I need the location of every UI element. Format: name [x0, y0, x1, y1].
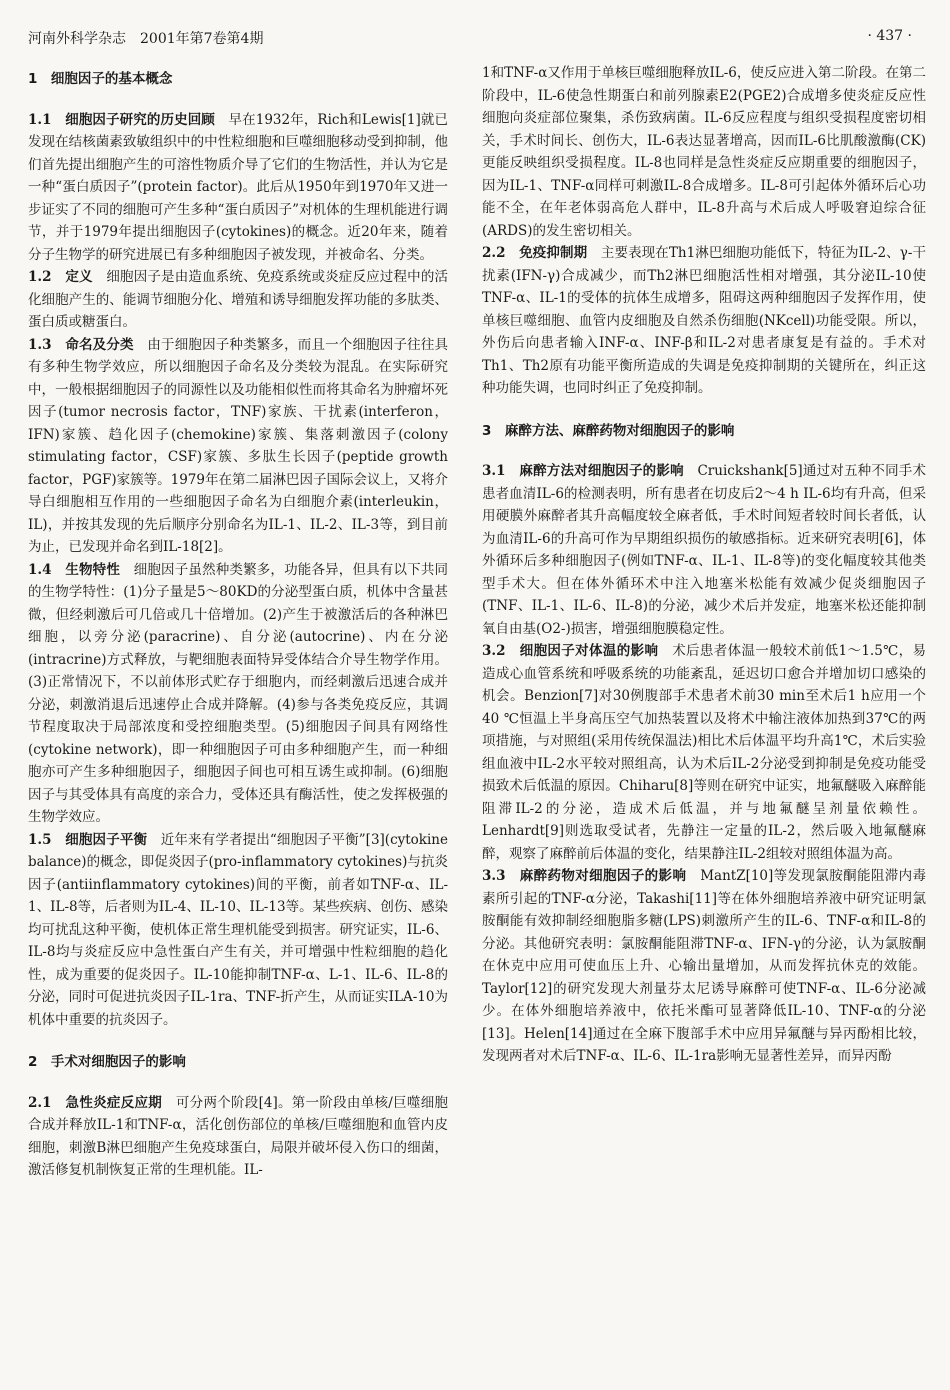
body-paragraph	[482, 865, 926, 1068]
paragraph-text: 主要表现在Th1淋巴细胞功能低下，特征为IL-2、γ-干扰素(IFN-γ)合成减少，而Th2淋巴细胞活性相对增强，其分泌IL-10使TNF-α、IL-1的受体的抗体生成增多，阻碍这两种细胞因子发挥作用，使单核巨噬细胞、血管内皮细胞及自然杀伤细胞(NKcell)功能受限。所以，外伤后向患者输入INF-α、INF-β和IL-2对患者康复是有益的。手术对Th1、Th2原有功能平衡所造成的失调是免疫抑制期的关键所在，纠正这种功能失调，也同时纠正了免疫抑制。	[482, 245, 926, 396]
subsection-heading: 1.3 命名及分类	[28, 336, 134, 353]
body-paragraph	[482, 460, 926, 640]
section-heading: 2 手术对细胞因子的影响	[28, 1054, 186, 1070]
body-paragraph	[28, 266, 448, 334]
journal-issue-header: 河南外科学杂志 2001年第7卷第4期	[28, 31, 264, 47]
paragraph-text: 术后患者体温一般较术前低1～1.5℃，易造成心血管系统和呼吸系统的功能紊乱，延迟切口愈合并增加切口感染的机会。Benzion[7]对30例腹部手术患者术前30 min至术后1 h应用一个40 ℃恒温上半身高压空气加热装置以及将术中输注液体加热到37℃的两项措施，与对照组(采用传统保温法)相比术后体温平均升高1℃，术后实验组血液中IL-2水平较对照组高，认为术后IL-2分泌受到抑制是免疫功能受损致术后低温的原因。Chiharu[8]等则在研究中证实，地氟醚吸入麻醉能阻滞IL-2的分泌，造成术后低温，并与地氟醚呈剂量依赖性。Lenhardt[9]则选取受试者，先静注一定量的IL-2，然后吸入地氟醚麻醉，观察了麻醉前后体温的变化，结果静注IL-2组较对照组体温为高。	[482, 643, 926, 862]
subsection-heading: 3.3 麻醉药物对细胞因子的影响	[482, 868, 687, 884]
body-paragraph	[28, 829, 448, 1032]
subsection-heading: 1.5 细胞因子平衡	[28, 831, 148, 848]
subsection-heading: 1.2 定义	[28, 269, 93, 285]
paragraph-text: 近年来有学者提出“细胞因子平衡”[3](cytokine balance)的概念，即促炎因子(pro-inflammatory cytokines)与抗炎因子(antiinflammatory cytokines)间的平衡，前者如TNF-α、IL-1、IL-8等，后者则为IL-4、IL-10、IL-13等。某些疾病、创伤、感染均可扰乱这种平衡，使机体正常生理机能受到损害。研究证实，IL-6、IL-8均与炎症反应中急性蛋白产生有关，并可增强中性粒细胞的趋化性，成为重要的促炎因子。IL-10能抑制TNF-α、L-1、IL-6、IL-8的分泌，同时可促进抗炎因子IL-1ra、TNF-折产生，从而证实ILA-10为机体中重要的抗炎因子。	[28, 831, 448, 1028]
body-paragraph	[28, 334, 448, 559]
body-paragraph	[482, 640, 926, 865]
body-paragraph	[28, 109, 448, 267]
subsection-heading: 1.1 细胞因子研究的历史回顾	[28, 111, 215, 128]
subsection-heading: 2.1 急性炎症反应期	[28, 1094, 163, 1111]
body-paragraph	[482, 242, 926, 400]
left-text-column	[28, 62, 448, 1182]
paragraph-text: Cruickshank[5]通过对五种不同手术患者血清IL-6的检测表明，所有患者在切皮后2～4 h IL-6均有升高，但采用硬膜外麻醉者其升高幅度较全麻者低，手术时间短者较时间长者低，认为血清IL-6的升高可作为早期组织损伤的敏感指标。近来研究表明[6]，体外循环后多种细胞因子(例如TNF-α、IL-1、IL-8等)的变化幅度较其他类型手术大。但在体外循环术中注入地塞米松能有效减少促炎细胞因子(TNF、IL-1、IL-6、IL-8)的分泌，减少术后并发症，地塞米松还能抑制氧自由基(O2-)损害，增强细胞膜稳定性。	[482, 463, 926, 637]
section-heading: 3 麻醉方法、麻醉药物对细胞因子的影响	[482, 422, 735, 439]
paragraph-text: MantZ[10]等发现氯胺酮能阻滞内毒素所引起的TNF-α分泌，Takashi[11]等在体外细胞培养液中研究证明氯胺酮能有效抑制经细胞脂多糖(LPS)刺激所产生的IL-6、TNF-α和IL-8的分泌。其他研究表明：氯胺酮能阻滞TNF-α、IFN-γ的分泌，认为氯胺酮在休克中应用可使血压上升、心输出量增加，从而发挥抗休克的效能。Taylor[12]的研究发现大剂量芬太尼诱导麻醉可使TNF-α、IL-6分泌减少。在体外细胞培养液中，依托米酯可显著降低IL-10、TNF-α的分泌[13]。Helen[14]通过在全麻下腹部手术中应用异氟醚与异丙酚相比较，发现两者对术后TNF-α、IL-6、IL-1ra影响无显著性差异，而异丙酚	[482, 868, 926, 1064]
paragraph-text: 由于细胞因子种类繁多，而且一个细胞因子往往具有多种生物学效应，所以细胞因子命名及分类较为混乱。在实际研究中，一般根据细胞因子的同源性以及功能相似性而将其命名为肿瘤坏死因子(tumor necrosis factor，TNF)家族、干扰素(interferon，IFN)家簇、趋化因子(chemokine)家簇、集落刺激因子(colony stimulating factor，CSF)家簇、多肽生长因子(peptide growth factor，PGF)家簇等。1979年在第二届淋巴因子国际会议上，又将介导白细胞相互作用的一些细胞因子命名为白细胞介素(interleukin，IL)，并按其发现的先后顺序分别命名为IL-1、IL-2、IL-3等，到目前为止，已发现并命名到IL-18[2]。	[28, 336, 448, 555]
body-paragraph	[28, 559, 448, 829]
paragraph-text: 早在1932年，Rich和Lewis[1]就已发现在结核菌素致敏组织中的中性粒细胞和巨噬细胞移动受到抑制，他们首先提出细胞产生的可溶性物质介导了它们的生物活性，并认为它是一种“蛋白质因子”(protein factor)。此后从1950年到1970年又进一步证实了不同的细胞可产生多种“蛋白质因子”对机体的生理机能进行调节，并于1979年提出细胞因子(cytokines)的概念。近20年来，随着分子生物学的研究进展已有多种细胞因子被发现，并被命名、分类。	[28, 111, 448, 263]
paragraph-text: 1和TNF-α又作用于单核巨噬细胞释放IL-6，使反应进入第二阶段。在第二阶段中，IL-6使急性期蛋白和前列腺素E2(PGE2)合成增多使炎症反应性细胞向炎症部位聚集，杀伤致病菌。IL-6反应程度与组织受损程度密切相关，手术时间长、创伤大，IL-6表达显著增高，因而IL-6比肌酸激酶(CK)更能反映组织受损程度。IL-8也同样是急性炎症反应期重要的细胞因子，因为IL-1、TNF-α同样可刺激IL-8合成增多。IL-8可引起体外循环后心功能不全，在年老体弱高危人群中，IL-8升高与术后成人呼吸窘迫综合征(ARDS)的发生密切相关。	[482, 65, 926, 239]
body-paragraph	[28, 1092, 448, 1182]
paragraph-text: 细胞因子是由造血系统、免疫系统或炎症反应过程中的活化细胞产生的、能调节细胞分化、增殖和诱导细胞发挥功能的多肽类、蛋白质或糖蛋白。	[28, 269, 448, 330]
section-gap	[482, 400, 926, 414]
page-number: · 437 ·	[867, 28, 912, 44]
subsection-heading: 3.2 细胞因子对体温的影响	[482, 643, 659, 659]
paragraph-text: 可分两个阶段[4]。第一阶段由单核/巨噬细胞合成并释放IL-1和TNF-α，活化创伤部位的单核/巨噬细胞和血管内皮细胞，刺激B淋巴细胞产生免疫球蛋白，局限并破坏侵入伤口的细菌，激活修复机制恢复正常的生理机能。IL-	[28, 1094, 448, 1178]
right-text-column	[482, 62, 926, 1068]
running-head	[0, 28, 950, 50]
subsection-heading: 2.2 免疫抑制期	[482, 245, 588, 261]
paragraph-text: 细胞因子虽然种类繁多，功能各异，但具有以下共同的生物学特性：(1)分子量是5～80KD的分泌型蛋白质，机体中含量甚微，但经刺激后可几倍或几十倍增加。(2)产生于被激活后的各种淋巴细胞，以旁分泌(paracrine)、自分泌(autocrine)、内在分泌(intracrine)方式释放，与靶细胞表面特异受体结合介导生物学作用。(3)正常情况下，不以前体形式贮存于细胞内，而经刺激后迅速合成并分泌，刺激消退后迅速停止合成并降解。(4)参与各类免疫反应，其调节程度取决于局部浓度和受控细胞类型。(5)细胞因子间具有网络性(cytokine network)，即一种细胞因子可由多种细胞产生，而一种细胞亦可产生多种细胞因子，细胞因子间也可相互诱生或抑制。(6)细胞因子与其受体具有高度的亲合力，受体还具有酶活性，使之发挥极强的生物学效应。	[28, 561, 448, 825]
section-heading: 1 细胞因子的基本概念	[28, 71, 173, 87]
section-gap	[28, 1031, 448, 1045]
subsection-heading: 3.1 麻醉方法对细胞因子的影响	[482, 463, 684, 479]
subsection-heading: 1.4 生物特性	[28, 561, 121, 578]
body-paragraph	[482, 62, 926, 242]
